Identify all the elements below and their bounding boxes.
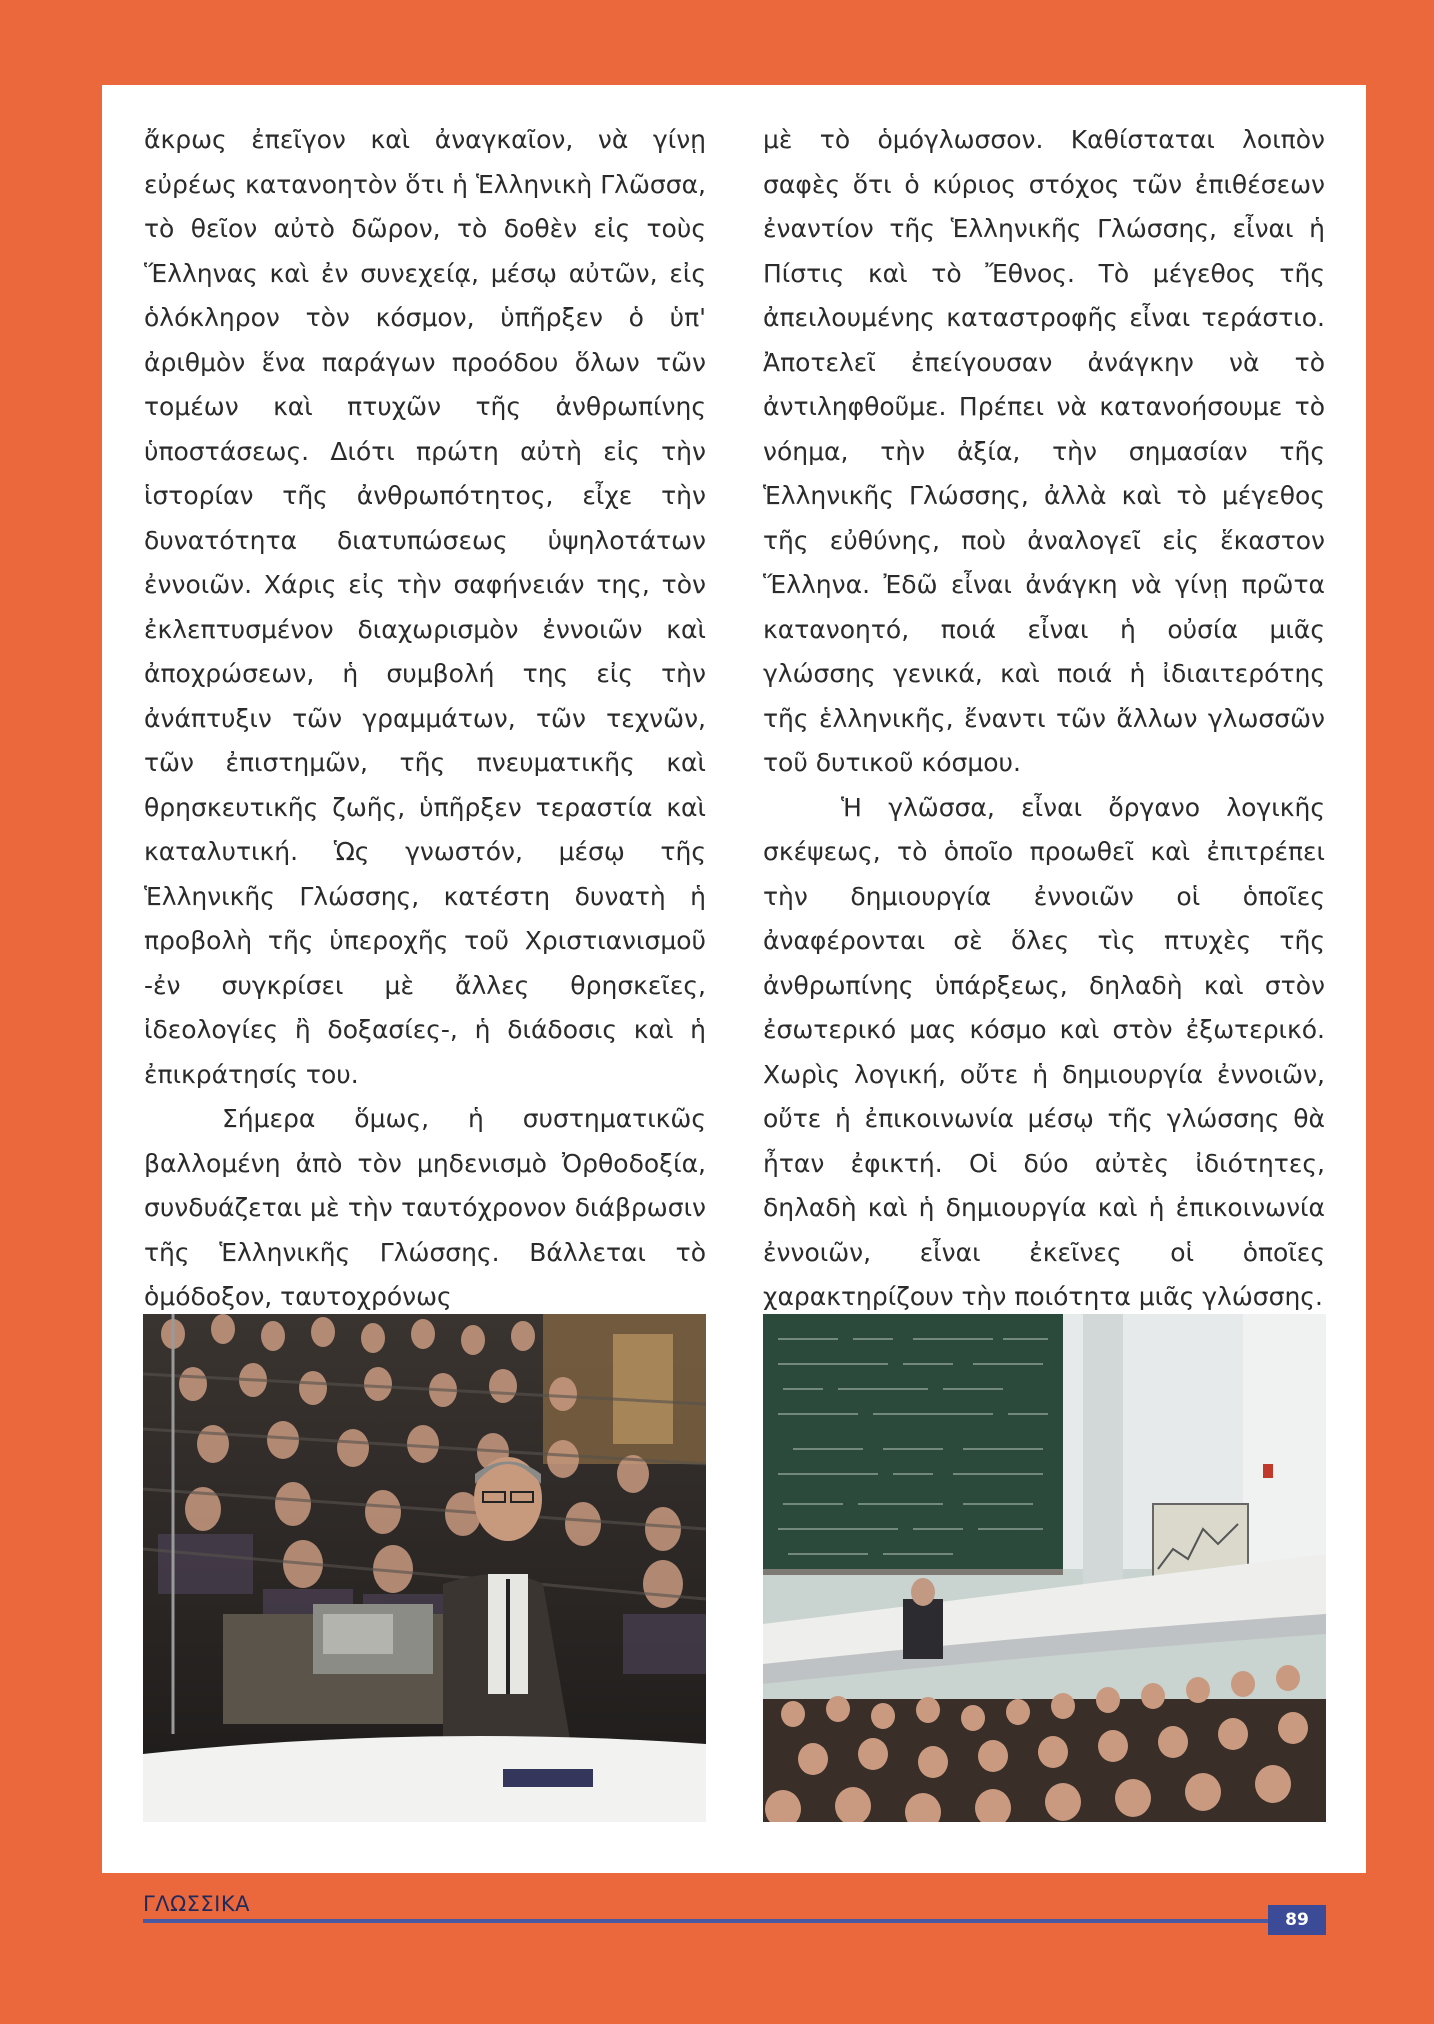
article-page (102, 85, 1366, 1873)
left-text-column (144, 118, 706, 1320)
lecture-hall-photo-wide (763, 1314, 1326, 1822)
magazine-title: ΓΛΩΣΣΙΚΑ (143, 1892, 250, 1916)
paragraph: Σήμερα ὅμως, ἡ συστηματικῶς βαλλομένη ἀπὸ τὸν μηδενισμὸ Ὀρθοδοξία, συνδυάζεται μὲ τὴν ταυτόχρονον διάβρωσιν τῆς Ἑλληνικῆς Γλώσσης. Βάλλεται τὸ ὁμόδοξον, ταυτοχρόνως (144, 1104, 706, 1311)
paragraph: ἄκρως ἐπεῖγον καὶ ἀναγκαῖον, νὰ γίνῃ εὐρέως κατανοητὸν ὅτι ἡ Ἑλληνικὴ Γλῶσσα, τὸ θεῖον αὐτὸ δῶρον, τὸ δοθὲν εἰς τοὺς Ἕλληνας καὶ ἐν συνεχείᾳ, μέσῳ αὐτῶν, εἰς ὁλόκληρον τὸν κόσμον, ὑπῆρξεν ὁ ὑπ' ἀριθμὸν ἕνα παράγων προόδου ὅλων τῶν τομέων καὶ πτυχῶν τῆς ἀνθρωπίνης ὑποστάσεως. Διότι πρώτη αὐτὴ εἰς τὴν ἱστορίαν τῆς ἀνθρωπότητος, εἶχε τὴν δυνατότητα διατυπώσεως ὑψηλοτάτων ἐννοιῶν. Χάρις εἰς τὴν σαφήνειάν της, τὸν ἐκλεπτυσμένον διαχωρισμὸν ἐννοιῶν καὶ ἀποχρώσεων, ἡ συμβολή της εἰς τὴν ἀνάπτυξιν τῶν γραμμάτων, τῶν τεχνῶν, τῶν ἐπιστημῶν, τῆς πνευματικῆς καὶ θρησκευτικῆς ζωῆς, ὑπῆρξεν τεραστία καὶ καταλυτική. Ὡς γνωστόν, μέσῳ τῆς Ἑλληνικῆς Γλώσσης, κατέστη δυνατὴ ἡ προβολὴ τῆς ὑπεροχῆς τοῦ Χριστιανισμοῦ -ἐν συγκρίσει μὲ ἄλλες θρησκεῖες, ἰδεολογίες ἢ δοξασίες-, ἡ διάδοσις καὶ ἡ ἐπικράτησίς του. (144, 125, 706, 1089)
paragraph: μὲ τὸ ὁμόγλωσσον. Καθίσταται λοιπὸν σαφὲς ὅτι ὁ κύριος στόχος τῶν ἐπιθέσεων ἐναντίον τῆς Ἑλληνικῆς Γλώσσης, εἶναι ἡ Πίστις καὶ τὸ Ἔθνος. Τὸ μέγεθος τῆς ἀπειλουμένης καταστροφῆς εἶναι τεράστιο. Ἀποτελεῖ ἐπείγουσαν ἀνάγκην νὰ τὸ ἀντιληφθοῦμε. Πρέπει νὰ κατανοήσουμε τὸ νόημα, τὴν ἀξία, τὴν σημασίαν τῆς Ἑλληνικῆς Γλώσσης, ἀλλὰ καὶ τὸ μέγεθος τῆς εὐθύνης, ποὺ ἀναλογεῖ εἰς ἕκαστον Ἕλληνα. Ἐδῶ εἶναι ἀνάγκη νὰ γίνῃ πρῶτα κατανοητό, ποιά εἶναι ἡ οὐσία μιᾶς γλώσσης γενικά, καὶ ποιά ἡ ἰδιαιτερότης τῆς ἑλληνικῆς, ἔναντι τῶν ἄλλων γλωσσῶν τοῦ δυτικοῦ κόσμου. (763, 125, 1325, 777)
right-text-column (763, 118, 1325, 1320)
paragraph: Ἡ γλῶσσα, εἶναι ὄργανο λογικῆς σκέψεως, τὸ ὁποῖο προωθεῖ καὶ ἐπιτρέπει τὴν δημιουργία ἐννοιῶν οἱ ὁποῖες ἀναφέρονται σὲ ὅλες τὶς πτυχὲς τῆς ἀνθρωπίνης ὑπάρξεως, δηλαδὴ καὶ στὸν ἐσωτερικό μας κόσμο καὶ στὸν ἐξωτερικό. Χωρὶς λογική, οὔτε ἡ δημιουργία ἐννοιῶν, οὔτε ἡ ἐπικοινωνία μέσῳ τῆς γλώσσης θὰ ἦταν ἐφικτή. Οἱ δύο αὐτὲς ἰδιότητες, δηλαδὴ καὶ ἡ δημιουργία καὶ ἡ ἐπικοινωνία ἐννοιῶν, εἶναι ἐκεῖνες οἱ ὁποῖες χαρακτηρίζουν τὴν ποιότητα μιᾶς γλώσσης. (763, 792, 1325, 1311)
lecture-hall-photo-front (143, 1314, 706, 1822)
page-number: 89 (1268, 1905, 1326, 1935)
footer-divider (143, 1919, 1270, 1923)
